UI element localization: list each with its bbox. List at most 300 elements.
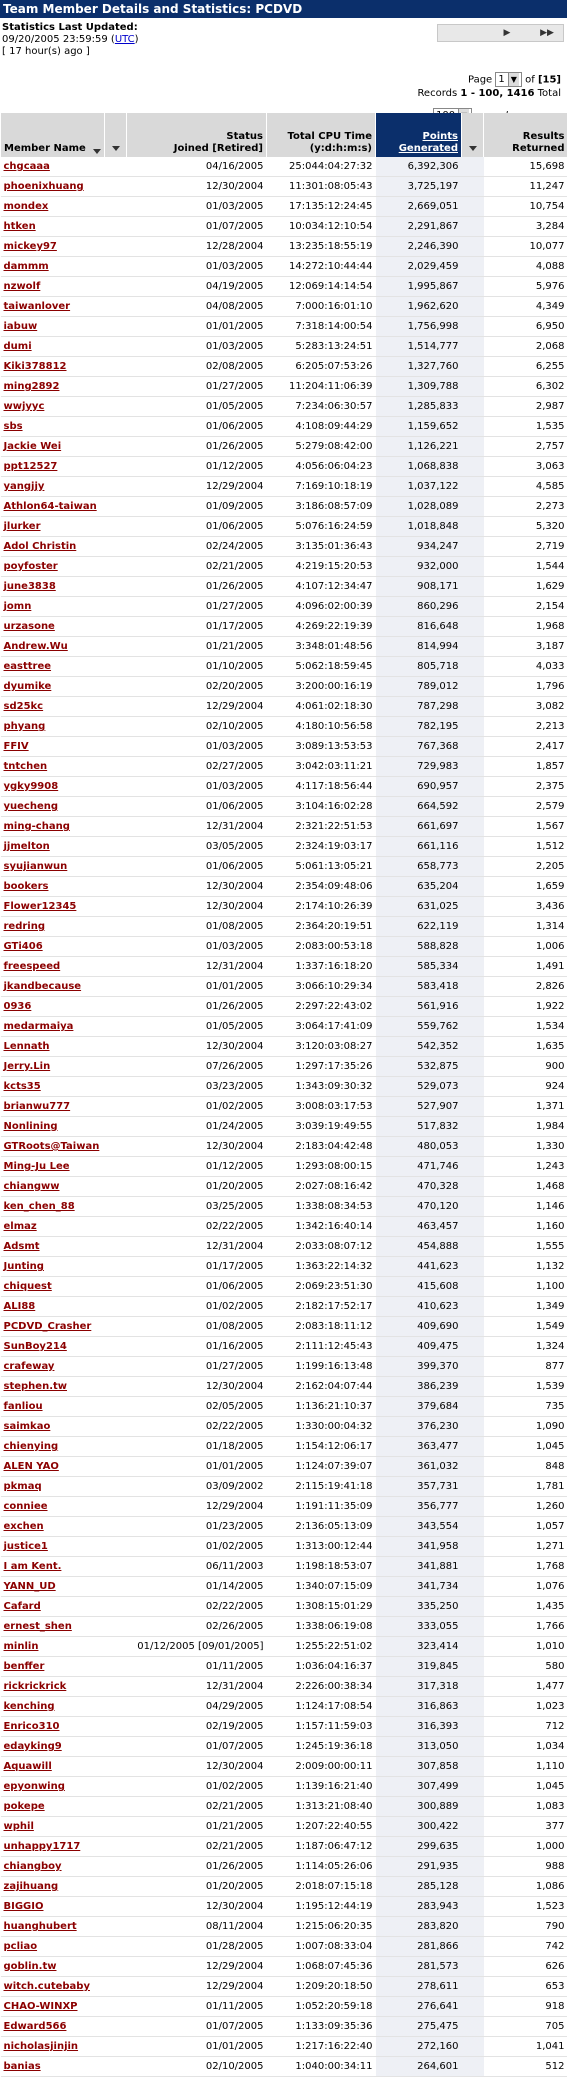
points-filler bbox=[462, 1097, 484, 1117]
col-member-name[interactable] bbox=[1, 113, 105, 157]
member-link[interactable]: ken_chen_88 bbox=[3, 1201, 75, 1212]
table-row bbox=[1, 177, 567, 197]
joined-cell: 01/11/2005 bbox=[127, 1997, 267, 2017]
results-cell: 1,146 bbox=[484, 1197, 567, 1217]
points-filler bbox=[462, 1457, 484, 1477]
member-link[interactable]: ming2892 bbox=[3, 381, 60, 392]
points-filler bbox=[462, 297, 484, 317]
points-cell: 333,055 bbox=[376, 1617, 462, 1637]
cpu-cell: 7:000:16:01:10 bbox=[267, 297, 376, 317]
member-link[interactable]: tntchen bbox=[3, 761, 48, 772]
member-link[interactable]: Ming-Ju Lee bbox=[3, 1161, 70, 1172]
filler-cell bbox=[105, 1697, 127, 1717]
member-link[interactable]: GTRoots@Taiwan bbox=[3, 1141, 100, 1152]
table-row bbox=[1, 1117, 567, 1137]
results-cell: 924 bbox=[484, 1077, 567, 1097]
filler-cell bbox=[105, 2057, 127, 2077]
points-cell: 410,623 bbox=[376, 1297, 462, 1317]
member-cell bbox=[1, 917, 105, 937]
member-link[interactable]: redring bbox=[3, 921, 46, 932]
member-link[interactable]: nicholasjinjin bbox=[3, 2041, 79, 2052]
member-link[interactable]: taiwanlover bbox=[3, 301, 71, 312]
table-row bbox=[1, 1957, 567, 1977]
points-cell: 281,573 bbox=[376, 1957, 462, 1977]
member-link[interactable]: Enrico310 bbox=[3, 1721, 60, 1732]
points-filler bbox=[462, 257, 484, 277]
results-cell: 1,110 bbox=[484, 1757, 567, 1777]
col-status-joined[interactable] bbox=[127, 113, 267, 157]
col-results[interactable] bbox=[484, 113, 567, 157]
member-cell bbox=[1, 1237, 105, 1257]
member-link[interactable]: elmaz bbox=[3, 1221, 37, 1232]
joined-cell: 01/03/2005 bbox=[127, 197, 267, 217]
member-link[interactable]: SunBoy214 bbox=[3, 1341, 67, 1352]
member-link[interactable]: GTi406 bbox=[3, 941, 43, 952]
member-link[interactable]: unhappy1717 bbox=[3, 1841, 81, 1852]
points-cell: 291,935 bbox=[376, 1857, 462, 1877]
points-filler bbox=[462, 817, 484, 837]
member-link[interactable]: wwjyyc bbox=[3, 401, 45, 412]
joined-cell: 01/16/2005 bbox=[127, 1337, 267, 1357]
table-row bbox=[1, 1277, 567, 1297]
member-link[interactable]: PCDVD_Crasher bbox=[3, 1321, 92, 1332]
cpu-cell: 1:209:20:18:50 bbox=[267, 1977, 376, 1997]
member-cell bbox=[1, 537, 105, 557]
cpu-cell: 1:293:08:00:15 bbox=[267, 1157, 376, 1177]
member-link[interactable]: ALI88 bbox=[3, 1301, 36, 1312]
table-row bbox=[1, 1517, 567, 1537]
col-points-label[interactable]: Points Generated bbox=[398, 131, 458, 154]
joined-cell: 12/29/2004 bbox=[127, 1957, 267, 1977]
table-row bbox=[1, 877, 567, 897]
points-filler bbox=[462, 977, 484, 997]
member-link[interactable]: huanghubert bbox=[3, 1921, 77, 1932]
member-link[interactable]: nzwolf bbox=[3, 281, 41, 292]
points-cell: 1,159,652 bbox=[376, 417, 462, 437]
member-link[interactable]: Kiki378812 bbox=[3, 361, 67, 372]
member-link[interactable]: I am Kent. bbox=[3, 1561, 62, 1572]
filler-cell bbox=[105, 1317, 127, 1337]
points-cell: 283,943 bbox=[376, 1897, 462, 1917]
cpu-cell: 3:120:03:08:27 bbox=[267, 1037, 376, 1057]
points-filler bbox=[462, 1077, 484, 1097]
cpu-cell: 1:330:00:04:32 bbox=[267, 1417, 376, 1437]
table-row bbox=[1, 717, 567, 737]
member-link[interactable]: justice1 bbox=[3, 1541, 48, 1552]
joined-cell: 12/31/2004 bbox=[127, 1677, 267, 1697]
filler-cell bbox=[105, 1597, 127, 1617]
sort-down-icon[interactable] bbox=[469, 146, 477, 151]
points-cell: 908,171 bbox=[376, 577, 462, 597]
member-link[interactable]: BIGGIO bbox=[3, 1901, 44, 1912]
joined-cell: 01/21/2005 bbox=[127, 1817, 267, 1837]
filler-cell bbox=[105, 1937, 127, 1957]
table-row bbox=[1, 337, 567, 357]
cpu-cell: 5:076:16:24:59 bbox=[267, 517, 376, 537]
page-select[interactable] bbox=[495, 72, 522, 87]
member-link[interactable]: medarmaiya bbox=[3, 1021, 74, 1032]
member-link[interactable]: minlin bbox=[3, 1641, 39, 1652]
member-link[interactable]: Athlon64-taiwan bbox=[3, 501, 97, 512]
results-cell: 1,324 bbox=[484, 1337, 567, 1357]
member-cell bbox=[1, 1177, 105, 1197]
utc-link[interactable]: UTC bbox=[114, 34, 135, 45]
member-link[interactable]: Cafard bbox=[3, 1601, 41, 1612]
member-link[interactable]: sbs bbox=[3, 421, 23, 432]
page-title: Team Member Details and Statistics: PCDVD bbox=[0, 0, 567, 18]
member-link[interactable]: Nonlining bbox=[3, 1121, 58, 1132]
member-cell bbox=[1, 157, 105, 177]
cpu-cell: 1:215:06:20:35 bbox=[267, 1917, 376, 1937]
table-row bbox=[1, 277, 567, 297]
table-row bbox=[1, 777, 567, 797]
cpu-cell: 1:199:16:13:48 bbox=[267, 1357, 376, 1377]
cpu-cell: 1:124:17:08:54 bbox=[267, 1697, 376, 1717]
results-cell: 1,534 bbox=[484, 1017, 567, 1037]
cpu-cell: 2:364:20:19:51 bbox=[267, 917, 376, 937]
results-cell: 1,243 bbox=[484, 1157, 567, 1177]
results-cell: 1,083 bbox=[484, 1797, 567, 1817]
joined-cell: 12/30/2004 bbox=[127, 177, 267, 197]
joined-cell: 01/03/2005 bbox=[127, 737, 267, 757]
records-range: 1 - 100, 1416 bbox=[460, 88, 535, 99]
member-link[interactable]: urzasone bbox=[3, 621, 55, 632]
points-cell: 313,050 bbox=[376, 1737, 462, 1757]
member-link[interactable]: freespeed bbox=[3, 961, 61, 972]
points-filler bbox=[462, 1197, 484, 1217]
table-row bbox=[1, 1177, 567, 1197]
results-cell: 1,768 bbox=[484, 1557, 567, 1577]
member-link[interactable]: crafeway bbox=[3, 1361, 55, 1372]
member-link[interactable]: mondex bbox=[3, 201, 49, 212]
member-cell bbox=[1, 1037, 105, 1057]
member-link[interactable]: jjmelton bbox=[3, 841, 50, 852]
cpu-cell: 4:056:06:04:23 bbox=[267, 457, 376, 477]
results-cell: 2,375 bbox=[484, 777, 567, 797]
filler-cell bbox=[105, 177, 127, 197]
member-link[interactable]: chiangww bbox=[3, 1181, 60, 1192]
stats-updated-label: Statistics Last Updated: bbox=[2, 22, 138, 33]
filler-cell bbox=[105, 237, 127, 257]
joined-cell: 12/28/2004 bbox=[127, 237, 267, 257]
member-link[interactable]: benffer bbox=[3, 1661, 45, 1672]
member-cell bbox=[1, 1417, 105, 1437]
points-filler bbox=[462, 957, 484, 977]
member-link[interactable]: ALEN YAO bbox=[3, 1461, 59, 1472]
table-row bbox=[1, 477, 567, 497]
points-filler bbox=[462, 1137, 484, 1157]
member-link[interactable]: fanliou bbox=[3, 1401, 43, 1412]
member-link[interactable]: easttree bbox=[3, 661, 52, 672]
points-cell: 6,392,306 bbox=[376, 157, 462, 177]
member-link[interactable]: jkandbecause bbox=[3, 981, 82, 992]
filler-cell bbox=[105, 1057, 127, 1077]
member-cell bbox=[1, 1777, 105, 1797]
member-cell bbox=[1, 837, 105, 857]
next-page-icon[interactable]: ▶ bbox=[503, 28, 511, 38]
cpu-cell: 1:342:16:40:14 bbox=[267, 1217, 376, 1237]
filler-cell bbox=[105, 397, 127, 417]
joined-cell: 02/19/2005 bbox=[127, 1717, 267, 1737]
member-cell bbox=[1, 717, 105, 737]
member-link[interactable]: jlurker bbox=[3, 521, 41, 532]
member-link[interactable]: rickrickrick bbox=[3, 1681, 67, 1692]
results-cell: 1,781 bbox=[484, 1477, 567, 1497]
member-link[interactable]: kcts35 bbox=[3, 1081, 41, 1092]
member-link[interactable]: Lennath bbox=[3, 1041, 50, 1052]
member-link[interactable]: banias bbox=[3, 2061, 41, 2072]
joined-cell: 01/17/2005 bbox=[127, 1257, 267, 1277]
col-status-label: Status bbox=[226, 131, 263, 142]
points-filler bbox=[462, 797, 484, 817]
results-cell: 15,698 bbox=[484, 157, 567, 177]
joined-cell: 01/07/2005 bbox=[127, 1737, 267, 1757]
member-link[interactable]: witch.cutebaby bbox=[3, 1981, 90, 1992]
col-cpu-time[interactable] bbox=[267, 113, 376, 157]
member-link[interactable]: Andrew.Wu bbox=[3, 641, 68, 652]
member-link[interactable]: Edward566 bbox=[3, 2021, 67, 2032]
member-link[interactable]: ernest_shen bbox=[3, 1621, 72, 1632]
filler-cell bbox=[105, 1977, 127, 1997]
member-link[interactable]: edayking9 bbox=[3, 1741, 62, 1752]
member-cell bbox=[1, 1637, 105, 1657]
points-cell: 814,994 bbox=[376, 637, 462, 657]
table-row bbox=[1, 217, 567, 237]
filler-cell bbox=[105, 557, 127, 577]
points-filler bbox=[462, 157, 484, 177]
filler-cell bbox=[105, 1177, 127, 1197]
cpu-cell: 2:083:00:53:18 bbox=[267, 937, 376, 957]
points-cell: 285,128 bbox=[376, 1877, 462, 1897]
member-link[interactable]: Adol Christin bbox=[3, 541, 77, 552]
joined-cell: 02/05/2005 bbox=[127, 1397, 267, 1417]
filler-cell bbox=[105, 1957, 127, 1977]
results-cell: 1,857 bbox=[484, 757, 567, 777]
member-link[interactable]: Aquawill bbox=[3, 1761, 52, 1772]
points-filler bbox=[462, 1037, 484, 1057]
member-link[interactable]: yangjjy bbox=[3, 481, 45, 492]
filler-cell bbox=[105, 1437, 127, 1457]
sort-down-icon[interactable] bbox=[112, 146, 120, 151]
filler-cell bbox=[105, 797, 127, 817]
member-cell bbox=[1, 1517, 105, 1537]
results-cell: 1,567 bbox=[484, 817, 567, 837]
member-link[interactable]: 0936 bbox=[3, 1001, 32, 1012]
results-cell: 1,512 bbox=[484, 837, 567, 857]
member-cell bbox=[1, 277, 105, 297]
cpu-cell: 2:354:09:48:06 bbox=[267, 877, 376, 897]
cpu-cell: 4:107:12:34:47 bbox=[267, 577, 376, 597]
member-cell bbox=[1, 1077, 105, 1097]
member-link[interactable]: yuecheng bbox=[3, 801, 59, 812]
joined-cell: 02/27/2005 bbox=[127, 757, 267, 777]
member-link[interactable]: pcliao bbox=[3, 1941, 38, 1952]
member-link[interactable]: pkmaq bbox=[3, 1481, 42, 1492]
member-link[interactable]: syujianwun bbox=[3, 861, 68, 872]
points-filler bbox=[462, 1977, 484, 1997]
results-cell: 1,435 bbox=[484, 1597, 567, 1617]
page-selector-row bbox=[468, 72, 561, 87]
filler-cell bbox=[105, 1837, 127, 1857]
joined-cell: 02/21/2005 bbox=[127, 557, 267, 577]
joined-cell: 01/27/2005 bbox=[127, 377, 267, 397]
table-row bbox=[1, 1037, 567, 1057]
points-filler bbox=[462, 457, 484, 477]
points-cell: 1,028,089 bbox=[376, 497, 462, 517]
points-cell: 281,866 bbox=[376, 1937, 462, 1957]
member-cell bbox=[1, 397, 105, 417]
cpu-cell: 5:061:13:05:21 bbox=[267, 857, 376, 877]
member-link[interactable]: phoenixhuang bbox=[3, 181, 84, 192]
filler-cell bbox=[105, 1797, 127, 1817]
points-cell: 805,718 bbox=[376, 657, 462, 677]
member-link[interactable]: jomn bbox=[3, 601, 32, 612]
member-link[interactable]: bookers bbox=[3, 881, 49, 892]
member-link[interactable]: pokepe bbox=[3, 1801, 45, 1812]
member-link[interactable]: CHAO-WINXP bbox=[3, 2001, 78, 2012]
joined-cell: 01/03/2005 bbox=[127, 937, 267, 957]
filler-cell bbox=[105, 2037, 127, 2057]
member-link[interactable]: saimkao bbox=[3, 1421, 51, 1432]
points-filler bbox=[462, 877, 484, 897]
member-link[interactable]: htken bbox=[3, 221, 36, 232]
cpu-cell: 3:135:01:36:43 bbox=[267, 537, 376, 557]
member-link[interactable]: FFIV bbox=[3, 741, 29, 752]
member-cell bbox=[1, 1997, 105, 2017]
member-link[interactable]: sd25kc bbox=[3, 701, 44, 712]
results-cell: 2,757 bbox=[484, 437, 567, 457]
member-link[interactable]: wphil bbox=[3, 1821, 34, 1832]
points-cell: 934,247 bbox=[376, 537, 462, 557]
member-link[interactable]: exchen bbox=[3, 1521, 44, 1532]
points-filler bbox=[462, 497, 484, 517]
table-row bbox=[1, 1617, 567, 1637]
results-cell: 6,255 bbox=[484, 357, 567, 377]
member-link[interactable]: iabuw bbox=[3, 321, 38, 332]
last-page-icon[interactable]: ▶▶ bbox=[540, 28, 554, 38]
member-cell bbox=[1, 2037, 105, 2057]
cpu-cell: 2:027:08:16:42 bbox=[267, 1177, 376, 1197]
points-cell: 341,958 bbox=[376, 1537, 462, 1557]
joined-cell: 01/26/2005 bbox=[127, 577, 267, 597]
results-cell: 5,976 bbox=[484, 277, 567, 297]
col-member-label: Member Name bbox=[4, 143, 86, 154]
cpu-cell: 13:235:18:55:19 bbox=[267, 237, 376, 257]
stats-updated-date: 09/20/2005 23:59:59 (UTC) bbox=[2, 34, 139, 45]
table-row bbox=[1, 1057, 567, 1077]
member-link[interactable]: Junting bbox=[3, 1261, 44, 1272]
member-link[interactable]: brianwu777 bbox=[3, 1101, 71, 1112]
member-cell bbox=[1, 877, 105, 897]
records-label: Records bbox=[417, 88, 458, 99]
col-filter[interactable] bbox=[105, 113, 127, 157]
member-link[interactable]: dumi bbox=[3, 341, 32, 352]
points-cell: 316,393 bbox=[376, 1717, 462, 1737]
cpu-cell: 2:033:08:07:12 bbox=[267, 1237, 376, 1257]
member-link[interactable]: dyumike bbox=[3, 681, 52, 692]
joined-cell: 01/21/2005 bbox=[127, 637, 267, 657]
member-cell bbox=[1, 1377, 105, 1397]
member-link[interactable]: phyang bbox=[3, 721, 46, 732]
col-points[interactable] bbox=[376, 113, 462, 157]
points-cell: 517,832 bbox=[376, 1117, 462, 1137]
cpu-cell: 7:234:06:30:57 bbox=[267, 397, 376, 417]
member-link[interactable]: dammm bbox=[3, 261, 49, 272]
cpu-cell: 1:157:11:59:03 bbox=[267, 1717, 376, 1737]
table-row bbox=[1, 977, 567, 997]
results-cell: 1,523 bbox=[484, 1897, 567, 1917]
joined-cell: 12/30/2004 bbox=[127, 1897, 267, 1917]
member-link[interactable]: epyonwing bbox=[3, 1781, 65, 1792]
points-cell: 585,334 bbox=[376, 957, 462, 977]
joined-cell: 03/25/2005 bbox=[127, 1197, 267, 1217]
member-link[interactable]: Adsmt bbox=[3, 1241, 40, 1252]
member-link[interactable]: conniee bbox=[3, 1501, 48, 1512]
member-link[interactable]: chiquest bbox=[3, 1281, 52, 1292]
results-cell: 2,154 bbox=[484, 597, 567, 617]
points-cell: 631,025 bbox=[376, 897, 462, 917]
member-link[interactable]: Jackie Wei bbox=[3, 441, 62, 452]
filler-cell bbox=[105, 2017, 127, 2037]
points-filler bbox=[462, 537, 484, 557]
points-cell: 300,889 bbox=[376, 1797, 462, 1817]
points-cell: 454,888 bbox=[376, 1237, 462, 1257]
col-points-sort[interactable] bbox=[462, 113, 484, 157]
cpu-cell: 1:337:16:18:20 bbox=[267, 957, 376, 977]
member-link[interactable]: Flower12345 bbox=[3, 901, 77, 912]
member-link[interactable]: ygky9908 bbox=[3, 781, 59, 792]
member-link[interactable]: chienying bbox=[3, 1441, 59, 1452]
member-link[interactable]: Jerry.Lin bbox=[3, 1061, 51, 1072]
member-link[interactable]: YANN_UD bbox=[3, 1581, 56, 1592]
points-filler bbox=[462, 1797, 484, 1817]
member-link[interactable]: june3838 bbox=[3, 581, 56, 592]
filler-cell bbox=[105, 1377, 127, 1397]
joined-cell: 01/06/2005 bbox=[127, 857, 267, 877]
points-cell: 341,734 bbox=[376, 1577, 462, 1597]
filler-cell bbox=[105, 1557, 127, 1577]
table-row bbox=[1, 817, 567, 837]
member-cell bbox=[1, 317, 105, 337]
sort-down-icon[interactable] bbox=[93, 149, 101, 154]
cpu-cell: 5:062:18:59:45 bbox=[267, 657, 376, 677]
member-link[interactable]: mickey97 bbox=[3, 241, 57, 252]
member-link[interactable]: ppt12527 bbox=[3, 461, 58, 472]
member-cell bbox=[1, 1757, 105, 1777]
table-row bbox=[1, 1157, 567, 1177]
table-row bbox=[1, 797, 567, 817]
member-link[interactable]: poyfoster bbox=[3, 561, 58, 572]
member-link[interactable]: zajihuang bbox=[3, 1881, 59, 1892]
points-filler bbox=[462, 1917, 484, 1937]
member-link[interactable]: goblin.tw bbox=[3, 1961, 57, 1972]
results-cell: 3,187 bbox=[484, 637, 567, 657]
results-cell: 1,045 bbox=[484, 1777, 567, 1797]
member-link[interactable]: chgcaaa bbox=[3, 161, 50, 172]
points-cell: 2,029,459 bbox=[376, 257, 462, 277]
joined-cell: 04/08/2005 bbox=[127, 297, 267, 317]
points-filler bbox=[462, 317, 484, 337]
table-row bbox=[1, 537, 567, 557]
table-row bbox=[1, 1477, 567, 1497]
member-link[interactable]: chiangboy bbox=[3, 1861, 62, 1872]
member-cell bbox=[1, 597, 105, 617]
member-link[interactable]: ming-chang bbox=[3, 821, 70, 832]
member-link[interactable]: kenching bbox=[3, 1701, 55, 1712]
filler-cell bbox=[105, 997, 127, 1017]
table-row bbox=[1, 1017, 567, 1037]
member-link[interactable]: stephen.tw bbox=[3, 1381, 68, 1392]
